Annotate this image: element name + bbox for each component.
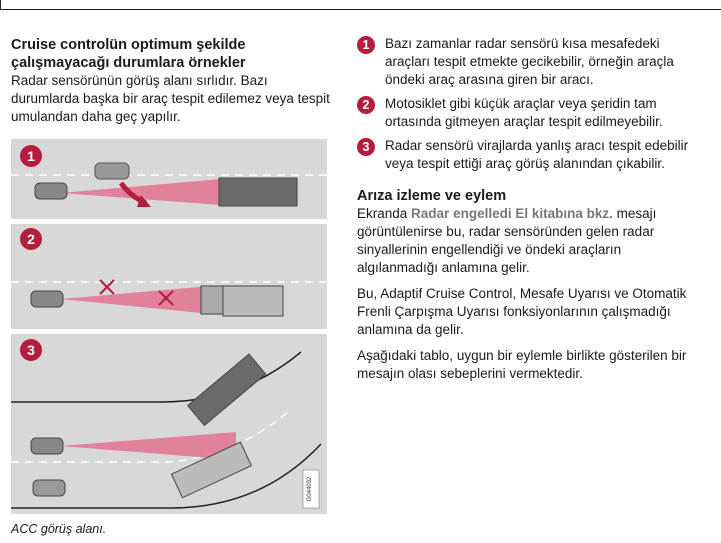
- list-item: [357, 95, 697, 131]
- illustration-panel-3: [11, 334, 327, 514]
- paragraph-2: Bu, Adaptif Cruise Control, Mesafe Uyarısı ve Otomatik Frenli Çarpışma Uyarısı fonksiyonlarının çalışmadığı anlamına da gelir.: [357, 286, 687, 337]
- panel-number: 2: [27, 231, 35, 247]
- panel-number: 3: [27, 342, 35, 358]
- figure-code: G044032: [307, 476, 313, 502]
- item-number-badge: 1: [357, 36, 375, 54]
- item-text: Bazı zamanlar radar sensörü kısa mesafedeki araçları tespit etmekte gecikebilir, örneğin araçla öndeki araç arasına giren bir aracı.: [385, 36, 674, 87]
- left-column: [11, 36, 331, 126]
- motorcycle-rider: [223, 286, 283, 316]
- radar-message: Radar engelledi El kitabına bkz.: [411, 206, 613, 221]
- own-car: [35, 183, 67, 199]
- own-car: [31, 438, 63, 454]
- item-number-badge: 3: [357, 138, 375, 156]
- illustration-panel-2: [11, 224, 327, 329]
- item-text: Motosiklet gibi küçük araçlar veya şeridin tam ortasında gitmeyen araçlar tespit edilmeyebilir.: [385, 96, 663, 129]
- item-text: Radar sensörü virajlarda yanlış aracı tespit edebilir veya tespit ettiği araç görüş alanından çıkabilir.: [385, 138, 689, 171]
- page-top-border: [0, 0, 721, 10]
- paragraph-3: Aşağıdaki tablo, uygun bir eylemle birlikte gösterilen bir mesajın olası sebeplerini vermektedir.: [357, 348, 687, 381]
- radar-beam: [61, 286, 211, 314]
- list-item: [357, 35, 697, 89]
- illustration-panel-1: [11, 139, 327, 219]
- own-car: [31, 291, 63, 307]
- cross-mark-1: [100, 280, 114, 294]
- item-number-badge: 2: [357, 96, 375, 114]
- section-heading: Cruise controlün optimum şekilde çalışmayacağı durumlara örnekler: [11, 37, 246, 71]
- paragraph-1-end: mesajı görüntülenirse bu, radar sensöründen gelen radar sinyallerinin engellendiği ve öndeki araçların algılanmadığı anlamına gelir.: [357, 206, 657, 275]
- list-item: [357, 137, 697, 173]
- panel-number: 1: [27, 148, 35, 164]
- paragraph-1: [357, 205, 697, 277]
- other-car: [33, 480, 65, 496]
- right-column: [357, 35, 697, 391]
- merging-car: [95, 163, 129, 179]
- subsection-title: Arıza izleme ve eylem: [357, 188, 507, 204]
- figure-caption: ACC görüş alanı.: [11, 522, 107, 536]
- intro-text: Radar sensörünün görüş alanı sırlıdır. Bazı durumlarda başka bir araç tespit edilemez veya tespit umulandan daha geç yapılır.: [11, 73, 330, 124]
- paragraph-1-start: Ekranda: [357, 206, 412, 221]
- truck: [219, 178, 297, 206]
- truck-on-curve: [188, 354, 266, 425]
- motorcycle: [201, 286, 223, 314]
